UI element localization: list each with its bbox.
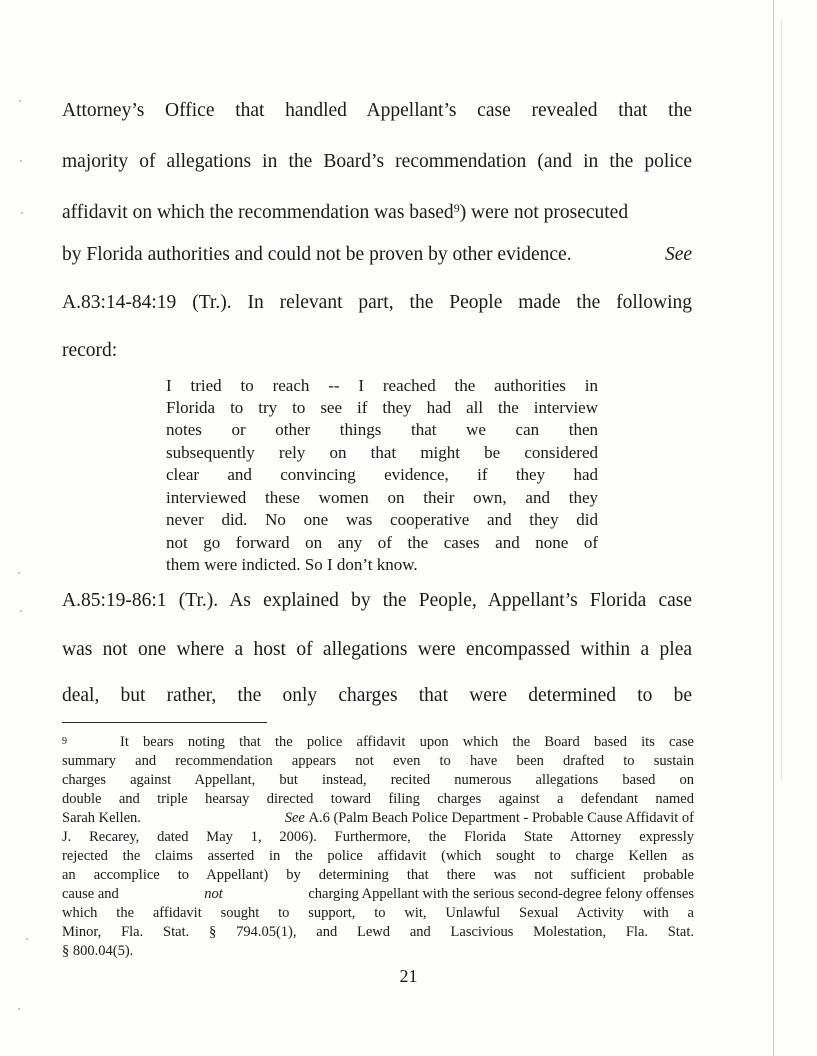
- body-line-5: A.83:14-84:19 (Tr.). In relevant part, the People made the following: [62, 292, 692, 313]
- scan-speck: [19, 100, 21, 102]
- footnote-rule: [62, 722, 267, 723]
- footnote-line-2: summary and recommendation appears not even to have been drafted to sustain: [62, 753, 694, 769]
- body-line-9: deal, but rather, the only charges that were determined to be: [62, 685, 692, 706]
- footnote-line-5-part-b: [285, 809, 694, 827]
- footnote-line-9: [62, 885, 694, 903]
- footnote-line-1-text: It bears noting that the police affidavit upon which the Board based its case: [120, 734, 694, 750]
- quote-line-9: them were indicted. So I don’t know.: [166, 555, 418, 574]
- footnote-line-9-part-b: charging Appellant with the serious second-degree felony offenses: [308, 886, 694, 902]
- quote-line-7: never did. No one was cooperative and they did: [166, 510, 598, 529]
- scan-edge-shadow: [781, 20, 782, 780]
- footnote-line-5: [62, 809, 694, 827]
- scan-speck: [20, 160, 22, 162]
- scan-edge-line: [773, 0, 774, 1056]
- body-line-1: Attorney’s Office that handled Appellant’s case revealed that the: [62, 100, 692, 121]
- body-line-3: [62, 196, 692, 225]
- footnote-line-5-citation: A.6 (Palm Beach Police Department - Probable Cause Affidavit of: [308, 810, 694, 826]
- quote-line-2: Florida to try to see if they had all the interview: [166, 398, 598, 417]
- footnote-see-signal: See: [284, 810, 305, 826]
- body-line-3-part-a: affidavit on which the recommendation was based: [62, 202, 454, 223]
- scan-speck: [26, 938, 28, 940]
- quote-line-8: not go forward on any of the cases and none of: [166, 533, 598, 552]
- quote-line-6: interviewed these women on their own, and they: [166, 488, 598, 507]
- see-signal: See: [664, 244, 692, 265]
- quote-line-1: I tried to reach -- I reached the authorities in: [166, 376, 598, 395]
- body-line-7: A.85:19-86:1 (Tr.). As explained by the People, Appellant’s Florida case: [62, 590, 692, 611]
- body-line-2: majority of allegations in the Board’s recommendation (and in the police: [62, 151, 692, 172]
- footnote-line-8: an accomplice to Appellant) by determining that there was not sufficient probable: [62, 867, 694, 883]
- body-line-4: [62, 243, 692, 267]
- footnote-line-3: charges against Appellant, but instead, recited numerous allegations based on: [62, 772, 694, 788]
- footnote-line-1: [62, 733, 694, 751]
- footnote-line-6: J. Recarey, dated May 1, 2006). Furthermore, the Florida State Attorney expressly: [62, 829, 694, 845]
- footnote-marker: 9: [62, 736, 67, 747]
- footnote-line-10: which the affidavit sought to support, to wit, Unlawful Sexual Activity with a: [62, 905, 694, 921]
- quote-line-3: notes or other things that we can then: [166, 420, 598, 439]
- body-line-3-part-b: ) were not prosecuted: [459, 202, 629, 223]
- footnote-reference-9: 9: [453, 201, 460, 215]
- footnote-line-7: rejected the claims asserted in the police affidavit (which sought to charge Kellen as: [62, 848, 694, 864]
- footnote-emphasis-not: not: [204, 886, 223, 902]
- scan-speck: [21, 212, 23, 214]
- body-line-4-text: by Florida authorities and could not be proven by other evidence.: [62, 244, 572, 265]
- footnote-line-11: Minor, Fla. Stat. § 794.05(1), and Lewd and Lascivious Molestation, Fla. Stat.: [62, 924, 694, 940]
- scan-speck: [20, 610, 22, 612]
- scan-speck: [18, 572, 20, 574]
- footnote-line-12: § 800.04(5).: [62, 943, 134, 959]
- quote-line-4: subsequently rely on that might be considered: [166, 443, 598, 462]
- scan-speck: [18, 1008, 20, 1010]
- body-line-8: was not one where a host of allegations were encompassed within a plea: [62, 639, 692, 660]
- footnote-line-9-part-a: cause and: [62, 886, 119, 902]
- page-number: 21: [399, 966, 418, 986]
- body-line-3-text: [62, 196, 628, 225]
- footnote-line-4: double and triple hearsay directed toward filing charges against a defendant named: [62, 791, 694, 807]
- body-line-6: record:: [62, 340, 118, 361]
- footnote-line-5-part-a: Sarah Kellen.: [62, 810, 141, 826]
- quote-line-5: clear and convincing evidence, if they had: [166, 465, 598, 484]
